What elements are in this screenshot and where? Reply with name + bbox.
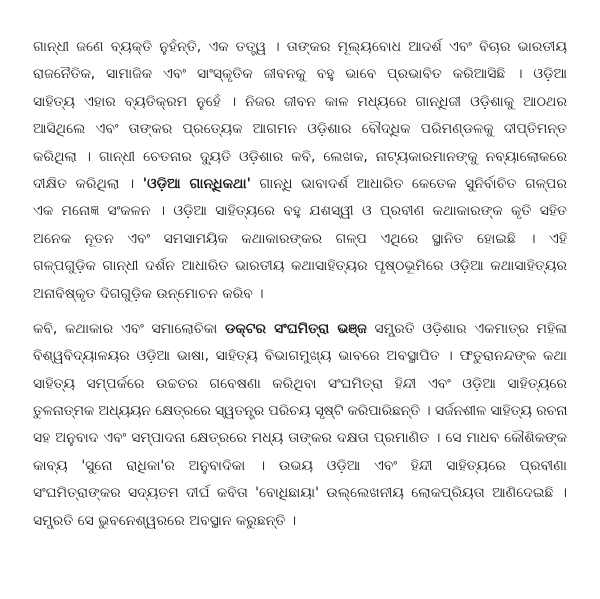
text-line [33, 371, 567, 398]
text-segment: ଆସିଥିଲେ ଏବଂ ତାଙ୍କର ପ୍ରତ୍ୟେକ ଆଗମନ ଓଡ଼ିଶାର ବୌଦ୍ଧିକ ପରିମଣ୍ଡଳକୁ ଦୀପ୍ତିମନ୍ତ [33, 121, 567, 138]
text-segment: ଗାନ୍ଧି ଭାବାଦର୍ଶ ଆଧାରିତ କେତେକ ସୁନିର୍ବାଚିତ ଗଳ୍ପର [250, 175, 567, 192]
text-segment: ସାହିତ୍ୟ ସମ୍ପର୍କରେ ଉଚ୍ଚତର ଗବେଷଣା କରିଥିବା ସଂଘମିତ୍ରା ହିନ୍ଦୀ ଏବଂ ଓଡ଼ିଆ ସାହିତ୍ୟରେ [33, 375, 567, 392]
text-line [33, 453, 567, 480]
text-segment: ତୁଳନାତ୍ମକ ଅଧ୍ୟୟନ କ୍ଷେତ୍ରରେ ସ୍ୱତନ୍ତ୍ର ପରିଚୟ ସୃଷ୍ଟି କରିପାରିଛନ୍ତି । ସର୍ଜନଶୀଳ ସାହିତ୍ୟ ରଚନା [33, 403, 567, 420]
text-line [33, 61, 567, 88]
text-segment: ସମ୍ପ୍ରତି ସେ ଭୁବନେଶ୍ୱରରେ ଅବସ୍ଥାନ କରୁଛନ୍ତି । [33, 512, 297, 529]
text-line [33, 425, 567, 452]
text-line [33, 343, 567, 370]
text-segment: ଗାନ୍ଧୀ ଜଣେ ବ୍ୟକ୍ତି ନୁହଁନ୍ତି, ଏକ ତତ୍ତ୍ୱ । ତାଙ୍କର ମୂଲ୍ୟବୋଧ ଆଦର୍ଶ ଏବଂ ବିଚାର ଭାରତୀୟ [33, 39, 567, 55]
text-line [33, 226, 567, 253]
text-segment: ରାଜନୈତିକ, ସାମାଜିକ ଏବଂ ସାଂସ୍କୃତିକ ଜୀବନକୁ ବହୁ ଭାବେ ପ୍ରଭାବିତ କରିଆସିଛି । ଓଡ଼ିଆ [33, 66, 567, 83]
text-line [33, 398, 567, 425]
text-segment: କରିଥିଲା । ଗାନ୍ଧୀ ଚେତନାର ଦ୍ୟୁତି ଓଡ଼ିଶାର କବି, ଲେଖକ, ନାଟ୍ୟକାରମାନଙ୍କୁ ନବ୍ୟାଲୋକରେ [33, 148, 567, 165]
text-segment: ବିଶ୍ୱବିଦ୍ୟାଳୟର ଓଡ଼ିଆ ଭାଷା, ସାହିତ୍ୟ ବିଭାଗମୁଖ୍ୟ ଭାବରେ ଅବସ୍ଥାପିତ । ଫତୁରାନନ୍ଦଙ୍କ କଥା [33, 348, 567, 365]
text-segment: ଦୀକ୍ଷିତ କରିଥିଲା । [33, 175, 143, 192]
text-line [33, 316, 567, 343]
text-line [33, 116, 567, 143]
emphasized-text: 'ଓଡ଼ିଆ ଗାନ୍ଧିକଥା' [142, 175, 251, 192]
text-line [33, 34, 567, 61]
text-segment: ସହ ଅନୁବାଦ ଏବଂ ସମ୍ପାଦନା କ୍ଷେତ୍ରରେ ମଧ୍ୟ ତାଙ୍କର ଦକ୍ଷତା ପ୍ରମାଣିତ । ସେ ମାଧବ କୌଶିକଙ୍କ [33, 430, 567, 447]
text-segment: କାବ୍ୟ 'ସୁନୋ ରାଧିକା'ର ଅନୁବାଦିକା । ଉଭୟ ଓଡ଼ିଆ ଏବଂ ହିନ୍ଦୀ ସାହିତ୍ୟରେ ପ୍ରବୀଣା [33, 457, 567, 474]
text-line [33, 198, 567, 225]
text-segment: ସଂଘମିତ୍ରାଙ୍କର ସଦ୍ୟତମ ଦୀର୍ଘ କବିତା 'ବୋଧିଛାୟା' ଉଲ୍ଲେଖନୀୟ ଲୋକପ୍ରିୟତା ଆଣିଦେଇଛି । [33, 485, 567, 502]
text-line [33, 281, 567, 308]
text-line [33, 508, 567, 535]
emphasized-text: ଡକ୍ଟର ସଂଘମିତ୍ରା ଭଞ୍ଜ [224, 320, 367, 337]
text-line [33, 480, 567, 507]
text-line [33, 89, 567, 116]
text-line [33, 171, 567, 198]
text-segment: ସାହିତ୍ୟ ଏହାର ବ୍ୟତିକ୍ରମ ନୁହେଁ । ନିଜର ଜୀବନ କାଳ ମଧ୍ୟରେ ଗାନ୍ଧିଜୀ ଓଡ଼ିଶାକୁ ଆଠଥର [33, 93, 567, 110]
text-segment: କବି, କଥାକାର ଏବଂ ସମାଲୋଚିକା [33, 320, 225, 337]
text-segment: ଅନେକ ନୂତନ ଏବଂ ସମସାମୟିକ କଥାକାରଙ୍କର ଗଳ୍ପ ଏଥିରେ ସ୍ଥାନିତ ହୋଇଛି । ଏହି [33, 230, 567, 247]
text-segment: ଏକ ମନୋଜ୍ଞ ସଂକଳନ । ଓଡ଼ିଆ ସାହିତ୍ୟରେ ବହୁ ଯଶସ୍ୱୀ ଓ ପ୍ରବୀଣ କଥାକାରଙ୍କ କୃତି ସହିତ [33, 203, 567, 220]
text-segment: ସମ୍ପ୍ରତି ଓଡ଼ିଶାର ଏକମାତ୍ର ମହିଳା [366, 320, 567, 337]
text-line [33, 144, 567, 171]
author-bio-paragraph [33, 316, 567, 535]
text-segment: ଅନାବିଷ୍କୃତ ଦିଗଗୁଡ଼ିକ ଉନ୍ମୋଚନ କରିବ । [33, 285, 264, 302]
text-line [33, 253, 567, 280]
intro-paragraph [33, 34, 567, 308]
text-segment: ଗଳ୍ପଗୁଡ଼ିକ ଗାନ୍ଧୀ ଦର୍ଶନ ଆଧାରିତ ଭାରତୀୟ କଥାସାହିତ୍ୟର ପୃଷ୍ଠଭୂମିରେ ଓଡ଼ିଆ କଥାସାହିତ୍ୟର [33, 258, 567, 275]
